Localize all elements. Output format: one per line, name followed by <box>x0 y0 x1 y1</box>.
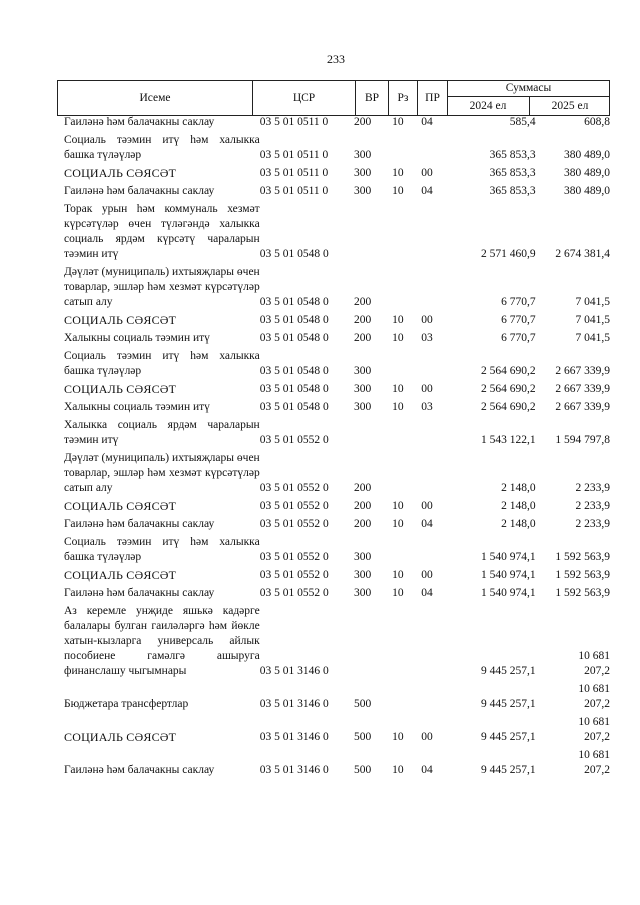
row-rz: 10 <box>392 116 404 128</box>
row-pr <box>421 199 455 262</box>
table-row <box>64 163 610 181</box>
row-2025: 2 674 381,4 <box>555 248 610 260</box>
table-row <box>64 712 610 745</box>
table-row <box>64 496 610 514</box>
table-row <box>64 415 610 448</box>
row-vr: 300 <box>354 167 372 179</box>
row-2024: 2 148,0 <box>501 518 536 530</box>
row-csr: 03 5 01 0511 0 <box>259 185 329 197</box>
row-pr: 04 <box>421 185 433 197</box>
row-pr <box>421 532 455 565</box>
row-rz <box>392 262 421 310</box>
row-csr: 03 5 01 0548 0 <box>259 365 329 377</box>
row-csr: 03 5 01 3146 0 <box>259 731 329 743</box>
row-name: Гаиләнә һәм балачакны саклау <box>64 185 215 197</box>
header-2024: 2024 ел <box>447 97 530 115</box>
row-2025: 2 233,9 <box>575 500 610 512</box>
row-vr: 300 <box>354 383 372 395</box>
row-rz: 10 <box>392 500 404 512</box>
row-csr: 03 5 01 0511 0 <box>259 167 329 179</box>
row-rz <box>392 346 421 379</box>
row-name: Дәүләт (муниципаль) ихтыяҗлары өчен товарлар, эшләр һәм хезмәт күрсәтүләр сатып алу <box>64 266 260 308</box>
row-name: Бюджетара трансфертлар <box>64 698 189 710</box>
row-csr: 03 5 01 0552 0 <box>259 518 329 530</box>
row-2024: 1 540 974,1 <box>481 551 536 563</box>
table-row <box>64 514 610 532</box>
row-pr: 00 <box>421 314 433 326</box>
row-2025: 2 667 339,9 <box>555 365 610 377</box>
row-csr: 03 5 01 0548 0 <box>259 383 329 395</box>
row-rz <box>392 415 421 448</box>
row-vr: 200 <box>354 482 372 494</box>
row-rz: 10 <box>392 569 404 581</box>
row-pr: 00 <box>421 383 433 395</box>
row-rz <box>392 130 421 163</box>
row-2025: 380 489,0 <box>564 149 610 161</box>
row-rz: 10 <box>392 731 404 743</box>
row-2024: 2 564 690,2 <box>481 383 536 395</box>
row-2025-part-a: 10 681 <box>578 716 610 728</box>
row-2025 <box>536 601 610 679</box>
row-2024: 365 853,3 <box>489 185 536 197</box>
row-name: Аз керемле унҗиде яшькә кадәрге балалары булган гаиләләргә һәм йөкле хатын-кызларга универсаль айлык пособиене гамәлгә ашыруга финанслашу чыгымнары <box>64 605 260 677</box>
row-rz: 10 <box>392 587 404 599</box>
row-pr: 04 <box>421 764 433 776</box>
header-rz: Рз <box>388 80 417 115</box>
table-row <box>64 397 610 415</box>
row-pr <box>421 601 455 679</box>
row-rz: 10 <box>392 518 404 530</box>
row-vr: 200 <box>354 314 372 326</box>
table-row <box>64 181 610 199</box>
row-2025: 380 489,0 <box>564 185 610 197</box>
row-2025: 7 041,5 <box>575 314 610 326</box>
table-row <box>64 130 610 163</box>
row-vr: 300 <box>354 149 372 161</box>
row-2024: 585,4 <box>509 116 536 128</box>
row-rz: 10 <box>392 314 404 326</box>
row-pr: 04 <box>421 116 433 128</box>
row-vr: 300 <box>354 551 372 563</box>
row-csr: 03 5 01 0548 0 <box>259 401 329 413</box>
table-row <box>64 262 610 310</box>
row-name: СОЦИАЛЬ СӘЯСӘТ <box>64 730 177 744</box>
row-vr: 300 <box>354 365 372 377</box>
row-2025-part-b: 207,2 <box>584 731 610 743</box>
row-2024: 2 148,0 <box>501 500 536 512</box>
row-vr: 200 <box>354 332 372 344</box>
row-vr: 200 <box>354 296 372 308</box>
row-2025-part-a: 10 681 <box>578 749 610 761</box>
row-name: Торак урын һәм коммуналь хезмәт күрсәтүләр өчен түләгәндә халыкка социаль ярдәм күрсәтү чараларын тәэмин итү <box>64 203 260 260</box>
row-rz: 10 <box>392 167 404 179</box>
table-row <box>64 745 610 778</box>
row-name: СОЦИАЛЬ СӘЯСӘТ <box>64 382 177 396</box>
header-name: Исеме <box>57 80 252 115</box>
row-2025: 2 667 339,9 <box>555 401 610 413</box>
row-pr: 03 <box>421 401 433 413</box>
row-2025: 1 592 563,9 <box>555 551 610 563</box>
row-name: СОЦИАЛЬ СӘЯСӘТ <box>64 313 177 327</box>
row-name: Дәүләт (муниципаль) ихтыяҗлары өчен товарлар, эшләр һәм хезмәт күрсәтүләр сатып алу <box>64 452 260 494</box>
row-name: Халыкны социаль тәэмин итү <box>64 332 210 344</box>
row-2025: 2 667 339,9 <box>555 383 610 395</box>
row-csr: 03 5 01 0552 0 <box>259 482 329 494</box>
row-2024: 2 571 460,9 <box>481 248 536 260</box>
row-csr: 03 5 01 0548 0 <box>259 332 329 344</box>
row-pr: 03 <box>421 332 433 344</box>
row-csr: 03 5 01 0548 0 <box>259 296 329 308</box>
row-2025-part-a: 10 681 <box>578 683 610 695</box>
row-name: Социаль тәэмин итү һәм халыкка башка түләүләр <box>64 350 260 377</box>
row-vr: 200 <box>354 116 372 128</box>
row-name: СОЦИАЛЬ СӘЯСӘТ <box>64 166 177 180</box>
row-pr <box>421 415 455 448</box>
row-csr: 03 5 01 0548 0 <box>259 314 329 326</box>
row-pr: 00 <box>421 167 433 179</box>
row-name: Социаль тәэмин итү һәм халыкка башка түләүләр <box>64 134 260 161</box>
table-row <box>64 379 610 397</box>
row-2024: 9 445 257,1 <box>481 764 536 776</box>
row-rz <box>392 448 421 496</box>
budget-table <box>64 115 610 778</box>
row-vr: 500 <box>354 698 372 710</box>
row-pr <box>421 262 455 310</box>
row-2025: 7 041,5 <box>575 332 610 344</box>
row-2024: 6 770,7 <box>501 314 536 326</box>
table-row <box>64 679 610 712</box>
row-csr: 03 5 01 0548 0 <box>259 248 329 260</box>
row-vr: 500 <box>354 731 372 743</box>
row-2025-part-b: 207,2 <box>584 698 610 710</box>
row-vr: 300 <box>354 569 372 581</box>
row-rz <box>392 679 421 712</box>
header-csr: ЦСР <box>252 80 355 115</box>
row-2024: 6 770,7 <box>501 296 536 308</box>
row-2024: 2 564 690,2 <box>481 401 536 413</box>
row-2025: 1 592 563,9 <box>555 587 610 599</box>
row-2025 <box>536 712 610 745</box>
table-row <box>64 601 610 679</box>
row-name: Гаиләнә һәм балачакны саклау <box>64 764 215 776</box>
row-vr: 300 <box>354 185 372 197</box>
row-name: Гаиләнә һәм балачакны саклау <box>64 518 215 530</box>
row-2025-part-b: 207,2 <box>584 764 610 776</box>
table-row <box>64 448 610 496</box>
row-name: Гаиләнә һәм балачакны саклау <box>64 116 215 128</box>
row-2024: 2 148,0 <box>501 482 536 494</box>
row-2025 <box>536 745 610 778</box>
row-pr: 04 <box>421 518 433 530</box>
table-row <box>64 583 610 601</box>
row-rz: 10 <box>392 764 404 776</box>
row-pr <box>421 448 455 496</box>
row-2024: 9 445 257,1 <box>481 665 536 677</box>
table-row <box>64 532 610 565</box>
row-vr: 500 <box>354 764 372 776</box>
row-csr: 03 5 01 0552 0 <box>259 569 329 581</box>
row-2025: 2 233,9 <box>575 518 610 530</box>
table-header <box>57 80 610 115</box>
row-2024: 365 853,3 <box>489 149 536 161</box>
header-vr: ВР <box>355 80 388 115</box>
row-pr <box>421 130 455 163</box>
table-row <box>64 565 610 583</box>
row-csr: 03 5 01 0511 0 <box>259 149 329 161</box>
row-2025: 2 233,9 <box>575 482 610 494</box>
header-2025: 2025 ел <box>551 100 589 112</box>
table-row <box>64 328 610 346</box>
row-2024: 9 445 257,1 <box>481 698 536 710</box>
row-rz <box>392 601 421 679</box>
row-csr: 03 5 01 0552 0 <box>259 587 329 599</box>
row-rz: 10 <box>392 383 404 395</box>
header-sums: Суммасы <box>447 80 610 97</box>
row-name: СОЦИАЛЬ СӘЯСӘТ <box>64 499 177 513</box>
row-name: Халыкка социаль ярдәм чараларын тәэмин итү <box>64 419 260 446</box>
row-2024: 6 770,7 <box>501 332 536 344</box>
header-pr: ПР <box>417 80 447 115</box>
row-pr: 04 <box>421 587 433 599</box>
row-2024: 1 543 122,1 <box>481 434 536 446</box>
row-2025: 1 594 797,8 <box>555 434 610 446</box>
table-row <box>64 199 610 262</box>
row-pr: 00 <box>421 569 433 581</box>
row-2024: 9 445 257,1 <box>481 731 536 743</box>
table-row <box>64 346 610 379</box>
row-rz: 10 <box>392 401 404 413</box>
row-pr: 00 <box>421 500 433 512</box>
row-2024: 2 564 690,2 <box>481 365 536 377</box>
row-2025: 380 489,0 <box>564 167 610 179</box>
row-rz: 10 <box>392 185 404 197</box>
page-number: 233 <box>327 52 345 66</box>
row-rz <box>392 532 421 565</box>
row-csr: 03 5 01 0511 0 <box>259 116 329 128</box>
row-vr: 300 <box>354 587 372 599</box>
row-2025: 608,8 <box>584 116 610 128</box>
row-csr: 03 5 01 3146 0 <box>259 698 329 710</box>
row-2024: 1 540 974,1 <box>481 587 536 599</box>
row-rz: 10 <box>392 332 404 344</box>
row-csr: 03 5 01 0552 0 <box>259 500 329 512</box>
row-vr <box>354 199 392 262</box>
row-rz <box>392 199 421 262</box>
table-row <box>64 115 610 130</box>
row-name: Гаиләнә һәм балачакны саклау <box>64 587 215 599</box>
row-2025 <box>536 679 610 712</box>
row-2025: 1 592 563,9 <box>555 569 610 581</box>
row-vr: 200 <box>354 500 372 512</box>
row-name: СОЦИАЛЬ СӘЯСӘТ <box>64 568 177 582</box>
row-name: Социаль тәэмин итү һәм халыкка башка түләүләр <box>64 536 260 563</box>
row-2025: 7 041,5 <box>575 296 610 308</box>
row-2024: 1 540 974,1 <box>481 569 536 581</box>
row-vr <box>354 601 392 679</box>
table-row <box>64 310 610 328</box>
row-csr: 03 5 01 0552 0 <box>259 434 329 446</box>
row-2024: 365 853,3 <box>489 167 536 179</box>
row-pr <box>421 679 455 712</box>
row-pr: 00 <box>421 731 433 743</box>
row-csr: 03 5 01 3146 0 <box>259 665 329 677</box>
row-2025-part-b: 207,2 <box>584 665 610 677</box>
row-name: Халыкны социаль тәэмин итү <box>64 401 210 413</box>
row-2025-part-a: 10 681 <box>578 650 610 662</box>
row-vr: 200 <box>354 518 372 530</box>
row-vr: 300 <box>354 401 372 413</box>
row-csr: 03 5 01 3146 0 <box>259 764 329 776</box>
row-pr <box>421 346 455 379</box>
row-csr: 03 5 01 0552 0 <box>259 551 329 563</box>
row-vr <box>354 415 392 448</box>
